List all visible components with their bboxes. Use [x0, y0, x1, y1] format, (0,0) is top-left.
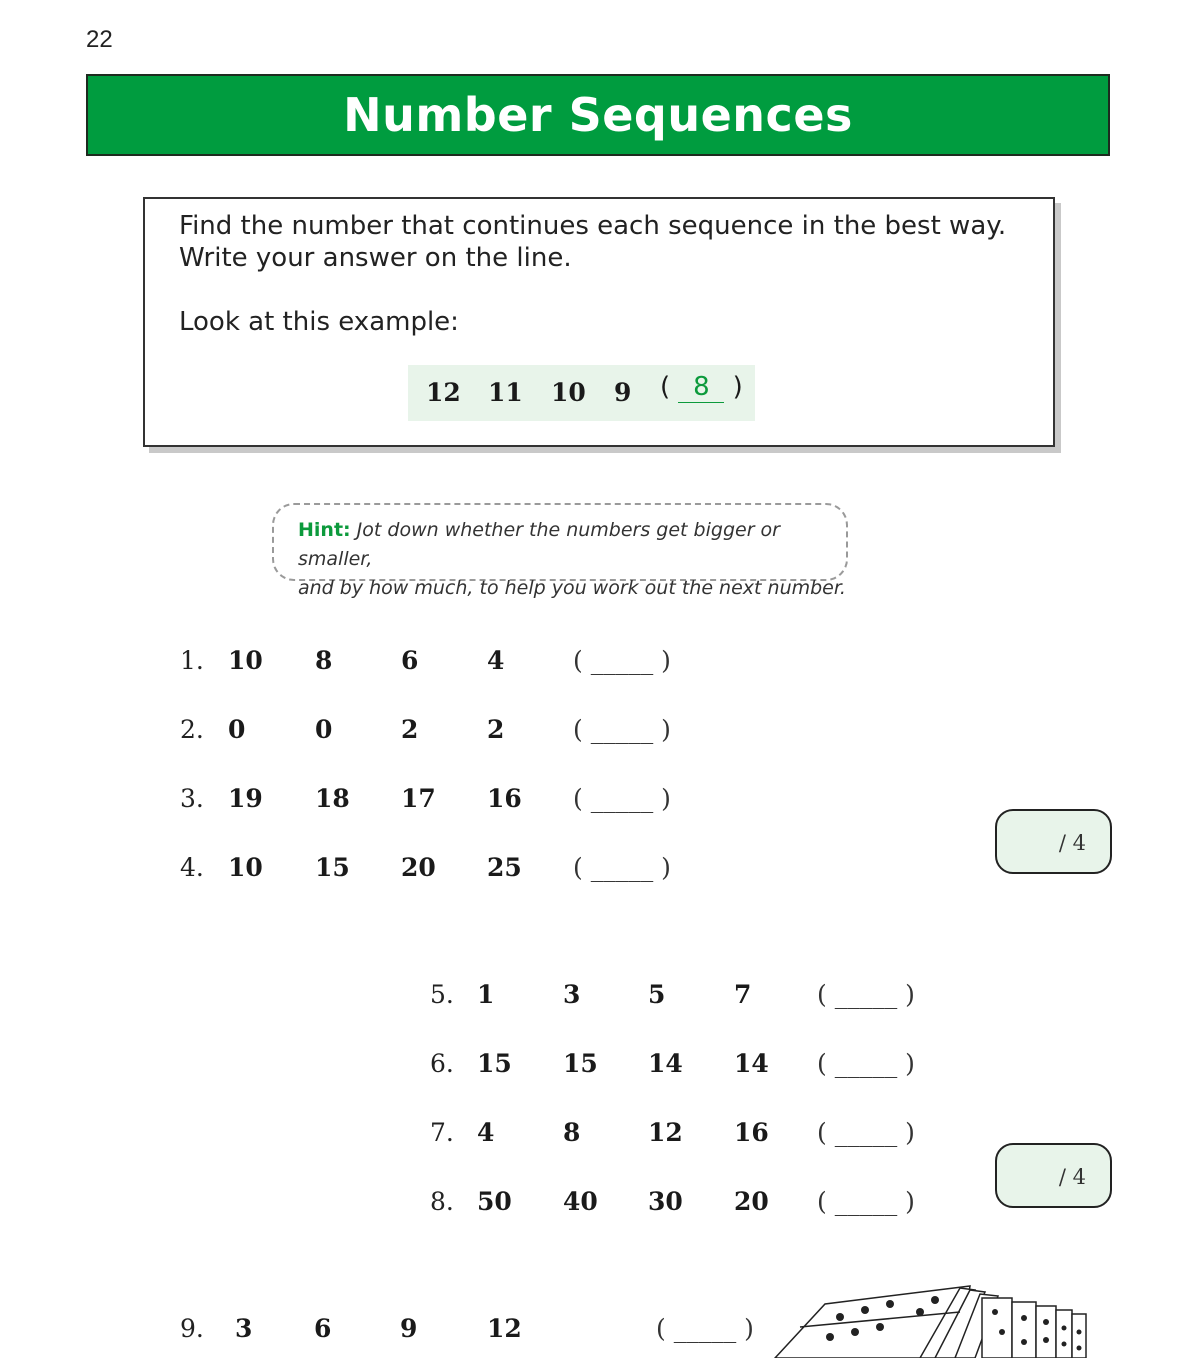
score-label: / 4: [1058, 831, 1086, 855]
instructions-box: [143, 197, 1055, 447]
question-number: 1.: [180, 646, 204, 675]
question-number: 7.: [430, 1118, 454, 1147]
question-number: 9.: [180, 1314, 204, 1343]
title-bar: [86, 74, 1110, 156]
answer-blank[interactable]: ( _____ ): [573, 646, 671, 675]
sequence-value: 3: [235, 1314, 253, 1343]
answer-blank[interactable]: ( _____ ): [817, 1187, 915, 1216]
sequence-value: 20: [734, 1187, 769, 1216]
answer-blank[interactable]: ( _____ ): [573, 853, 671, 882]
sequence-value: 17: [401, 784, 436, 813]
answer-blank[interactable]: ( _____ ): [573, 715, 671, 744]
sequence-value: 1: [477, 980, 495, 1009]
sequence-value: 3: [563, 980, 581, 1009]
question-number: 6.: [430, 1049, 454, 1078]
sequence-value: 9: [400, 1314, 418, 1343]
dominoes-illustration: [770, 1282, 1100, 1358]
sequence-value: 30: [648, 1187, 683, 1216]
sequence-value: 14: [648, 1049, 683, 1078]
example-box: [408, 365, 755, 421]
sequence-value: 50: [477, 1187, 512, 1216]
sequence-value: 18: [315, 784, 350, 813]
answer-blank[interactable]: ( _____ ): [817, 1049, 915, 1078]
sequence-value: 12: [648, 1118, 683, 1147]
sequence-value: 12: [487, 1314, 522, 1343]
answer-blank[interactable]: ( _____ ): [817, 980, 915, 1009]
score-box[interactable]: [995, 1143, 1112, 1208]
page-title: Number Sequences: [343, 88, 853, 142]
score-box[interactable]: [995, 809, 1112, 874]
sequence-value: 14: [734, 1049, 769, 1078]
sequence-value: 25: [487, 853, 522, 882]
hint-text-2: and by how much, to help you work out the next number.: [298, 577, 846, 599]
question-number: 3.: [180, 784, 204, 813]
hint-label: Hint:: [298, 519, 351, 541]
sequence-value: 2: [401, 715, 419, 744]
sequence-value: 6: [401, 646, 419, 675]
sequence-value: 5: [648, 980, 666, 1009]
example-number: 9: [614, 378, 632, 407]
example-answer: ( 8 ): [660, 372, 743, 402]
hint-text-1: Jot down whether the numbers get bigger or smaller,: [298, 519, 780, 570]
instruction-example-label: Look at this example:: [179, 307, 459, 337]
sequence-value: 16: [734, 1118, 769, 1147]
instruction-line-1: Find the number that continues each sequence in the best way.: [179, 211, 1007, 241]
question-number: 4.: [180, 853, 204, 882]
sequence-value: 10: [228, 853, 263, 882]
sequence-value: 0: [228, 715, 246, 744]
sequence-value: 2: [487, 715, 505, 744]
sequence-value: 19: [228, 784, 263, 813]
question-number: 5.: [430, 980, 454, 1009]
example-number: 10: [551, 378, 586, 407]
sequence-value: 40: [563, 1187, 598, 1216]
sequence-value: 0: [315, 715, 333, 744]
sequence-value: 7: [734, 980, 752, 1009]
sequence-value: 20: [401, 853, 436, 882]
sequence-value: 4: [487, 646, 505, 675]
sequence-value: 15: [477, 1049, 512, 1078]
example-answer-value: 8: [678, 372, 724, 403]
instruction-line-2: Write your answer on the line.: [179, 243, 572, 273]
answer-blank[interactable]: ( _____ ): [573, 784, 671, 813]
sequence-value: 4: [477, 1118, 495, 1147]
sequence-value: 10: [228, 646, 263, 675]
sequence-value: 8: [315, 646, 333, 675]
question-number: 8.: [430, 1187, 454, 1216]
example-number: 12: [426, 378, 461, 407]
page-number: 22: [86, 26, 113, 53]
sequence-value: 6: [314, 1314, 332, 1343]
answer-blank[interactable]: ( _____ ): [817, 1118, 915, 1147]
hint-box: [272, 503, 848, 599]
sequence-value: 16: [487, 784, 522, 813]
sequence-value: 15: [315, 853, 350, 882]
sequence-value: 15: [563, 1049, 598, 1078]
sequence-value: 8: [563, 1118, 581, 1147]
question-number: 2.: [180, 715, 204, 744]
example-number: 11: [488, 378, 523, 407]
score-label: / 4: [1058, 1165, 1086, 1189]
answer-blank[interactable]: ( _____ ): [656, 1314, 754, 1343]
